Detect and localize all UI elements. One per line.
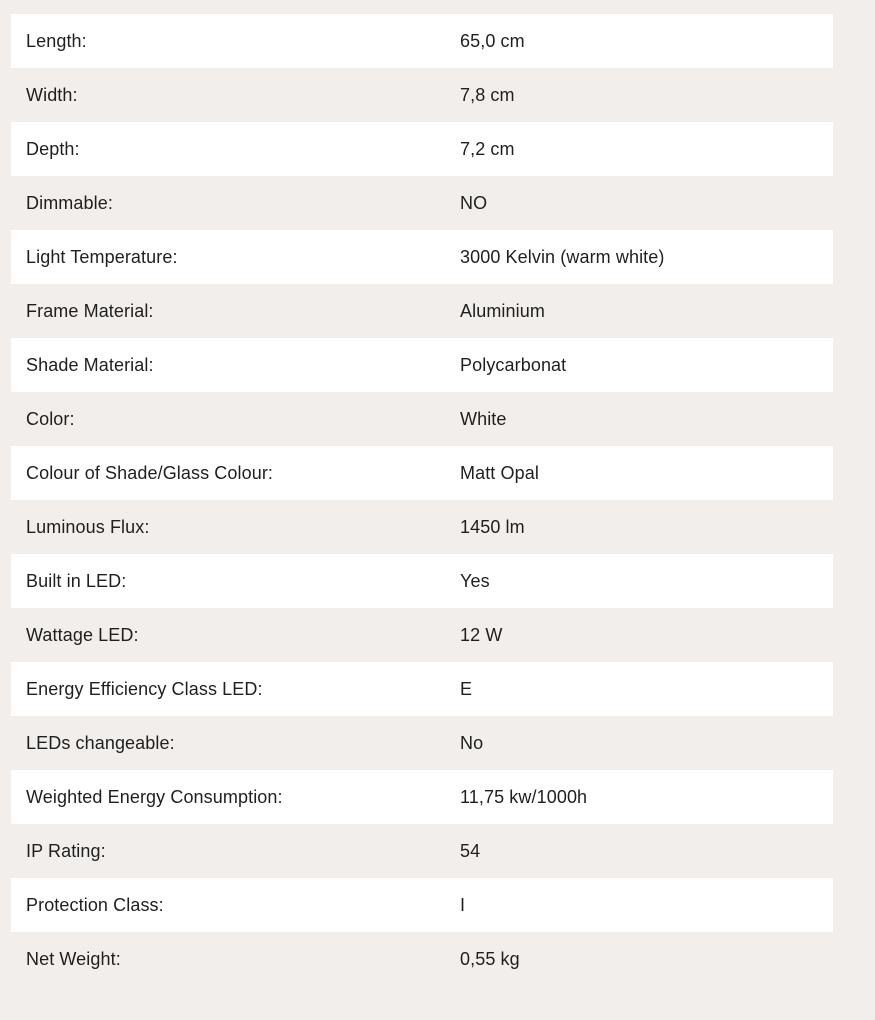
spec-row-net-weight — [11, 932, 833, 986]
spec-value: 7,2 cm — [460, 138, 515, 159]
spec-label: Colour of Shade/Glass Colour: — [26, 462, 274, 483]
spec-value: 3000 Kelvin (warm white) — [460, 246, 665, 267]
spec-label: Wattage LED: — [26, 624, 139, 645]
spec-row-built-in-led — [11, 554, 833, 608]
spec-row-shade-material — [11, 338, 833, 392]
spec-label: Built in LED: — [26, 570, 127, 591]
spec-row-protection-class — [11, 878, 833, 932]
spec-row-energy-efficiency-class — [11, 662, 833, 716]
spec-value: 1450 lm — [460, 516, 525, 537]
spec-label: Shade Material: — [26, 354, 154, 375]
spec-value: I — [460, 894, 466, 915]
spec-label: Depth: — [26, 138, 80, 159]
spec-row-color — [11, 392, 833, 446]
spec-value: Matt Opal — [460, 462, 539, 483]
spec-row-length — [11, 14, 833, 68]
spec-label: IP Rating: — [26, 840, 106, 861]
spec-row-luminous-flux — [11, 500, 833, 554]
spec-label: Weighted Energy Consumption: — [26, 786, 283, 807]
spec-label: Dimmable: — [26, 192, 113, 213]
spec-label: Light Temperature: — [26, 246, 178, 267]
spec-value: 0,55 kg — [460, 948, 520, 969]
spec-row-depth — [11, 122, 833, 176]
spec-value: 12 W — [460, 624, 503, 645]
specifications-table — [11, 14, 833, 986]
spec-value: NO — [460, 192, 488, 213]
spec-value: White — [460, 408, 507, 429]
spec-row-ip-rating — [11, 824, 833, 878]
spec-label: Energy Efficiency Class LED: — [26, 678, 263, 699]
spec-label: Width: — [26, 84, 78, 105]
spec-row-light-temperature — [11, 230, 833, 284]
spec-value: 11,75 kw/1000h — [460, 786, 588, 807]
spec-value: 7,8 cm — [460, 84, 515, 105]
spec-row-dimmable — [11, 176, 833, 230]
spec-row-wattage-led — [11, 608, 833, 662]
spec-value: Polycarbonat — [460, 354, 567, 375]
spec-label: Protection Class: — [26, 894, 164, 915]
spec-value: No — [460, 732, 484, 753]
spec-label: Net Weight: — [26, 948, 121, 969]
spec-row-frame-material — [11, 284, 833, 338]
spec-row-weighted-energy-consumption — [11, 770, 833, 824]
spec-label: Length: — [26, 30, 87, 51]
spec-row-leds-changeable — [11, 716, 833, 770]
spec-value: 65,0 cm — [460, 30, 525, 51]
spec-value: Yes — [460, 570, 490, 591]
spec-label: Luminous Flux: — [26, 516, 150, 537]
spec-label: Color: — [26, 408, 75, 429]
spec-value: Aluminium — [460, 300, 545, 321]
spec-value: E — [460, 678, 473, 699]
spec-label: Frame Material: — [26, 300, 154, 321]
spec-row-width — [11, 68, 833, 122]
spec-row-shade-colour — [11, 446, 833, 500]
spec-value: 54 — [460, 840, 481, 861]
spec-label: LEDs changeable: — [26, 732, 175, 753]
